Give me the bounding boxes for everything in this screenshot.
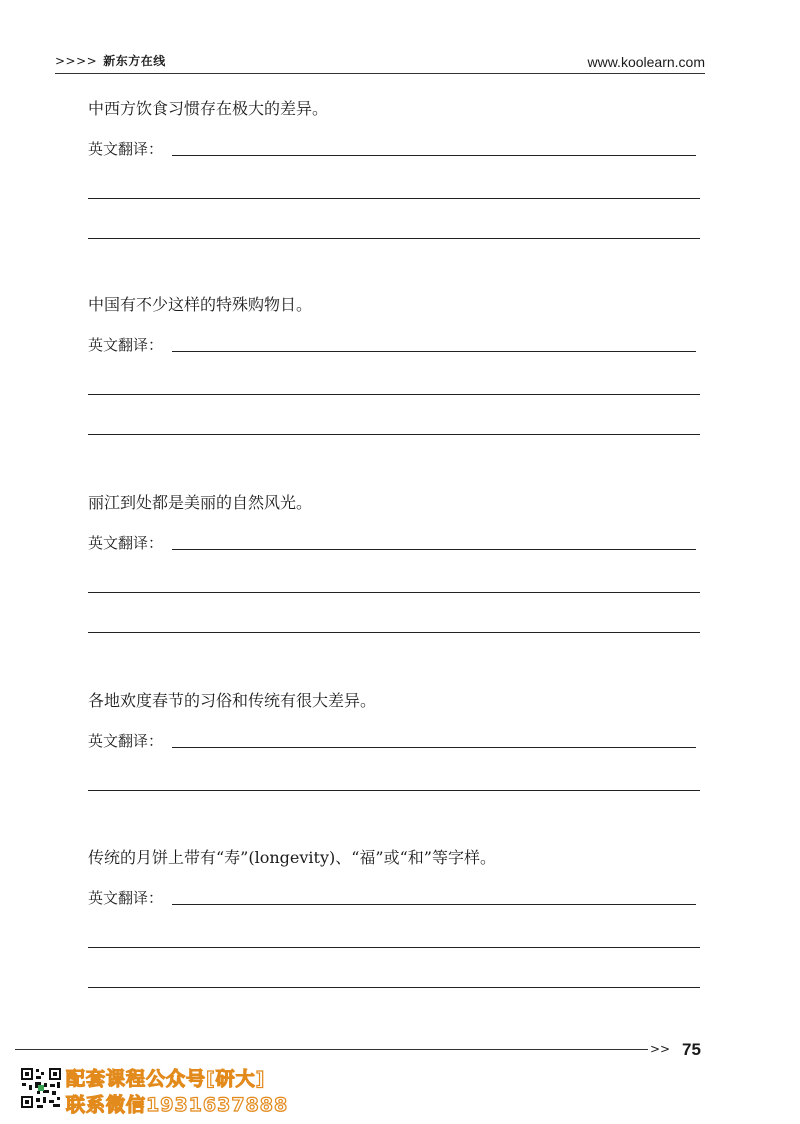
header-brand	[55, 52, 166, 69]
exercise-4	[88, 691, 700, 791]
exercise-prompt: 传统的月饼上带有“寿”(longevity)、“福”或“和”等字样。	[88, 848, 496, 867]
answer-blank-line[interactable]	[88, 159, 700, 199]
qr-code-icon[interactable]	[20, 1067, 62, 1109]
footer-divider	[15, 1049, 648, 1050]
answer-blank-line[interactable]	[88, 199, 700, 239]
exercise-1	[88, 99, 700, 239]
answer-row[interactable]	[88, 139, 700, 159]
exercise-prompt: 丽江到处都是美丽的自然风光。	[88, 493, 313, 512]
answer-line[interactable]	[172, 549, 696, 550]
answer-row[interactable]	[88, 335, 700, 355]
answer-row[interactable]	[88, 731, 700, 751]
exercise-5	[88, 848, 700, 988]
exercise-prompt: 中西方饮食习惯存在极大的差异。	[88, 99, 329, 118]
brand-name: 新东方在线	[103, 54, 166, 68]
site-url[interactable]: www.koolearn.com	[587, 54, 705, 70]
promo-text-line-2: 联系微信1931637888	[66, 1094, 289, 1116]
footer-arrows: >>	[650, 1042, 671, 1056]
page-number: 75	[682, 1040, 701, 1059]
answer-label: 英文翻译：	[88, 336, 164, 354]
header-divider	[55, 73, 705, 74]
answer-line[interactable]	[172, 351, 696, 352]
header-arrows: >>>>	[55, 54, 98, 68]
answer-blank-line[interactable]	[88, 593, 700, 633]
answer-row[interactable]	[88, 888, 700, 908]
answer-row[interactable]	[88, 533, 700, 553]
answer-label: 英文翻译：	[88, 534, 164, 552]
answer-label: 英文翻译：	[88, 140, 164, 158]
answer-line[interactable]	[172, 904, 696, 905]
answer-blank-line[interactable]	[88, 355, 700, 395]
exercise-3	[88, 493, 700, 633]
promo-text-line-1: 配套课程公众号[研大]	[66, 1068, 266, 1090]
answer-blank-line[interactable]	[88, 948, 700, 988]
answer-label: 英文翻译：	[88, 889, 164, 907]
answer-label: 英文翻译：	[88, 732, 164, 750]
answer-line[interactable]	[172, 747, 696, 748]
answer-blank-line[interactable]	[88, 908, 700, 948]
answer-line[interactable]	[172, 155, 696, 156]
exercise-prompt: 中国有不少这样的特殊购物日。	[88, 295, 313, 314]
answer-blank-line[interactable]	[88, 751, 700, 791]
answer-blank-line[interactable]	[88, 553, 700, 593]
exercise-prompt: 各地欢度春节的习俗和传统有很大差异。	[88, 691, 377, 710]
answer-blank-line[interactable]	[88, 395, 700, 435]
exercise-2	[88, 295, 700, 435]
